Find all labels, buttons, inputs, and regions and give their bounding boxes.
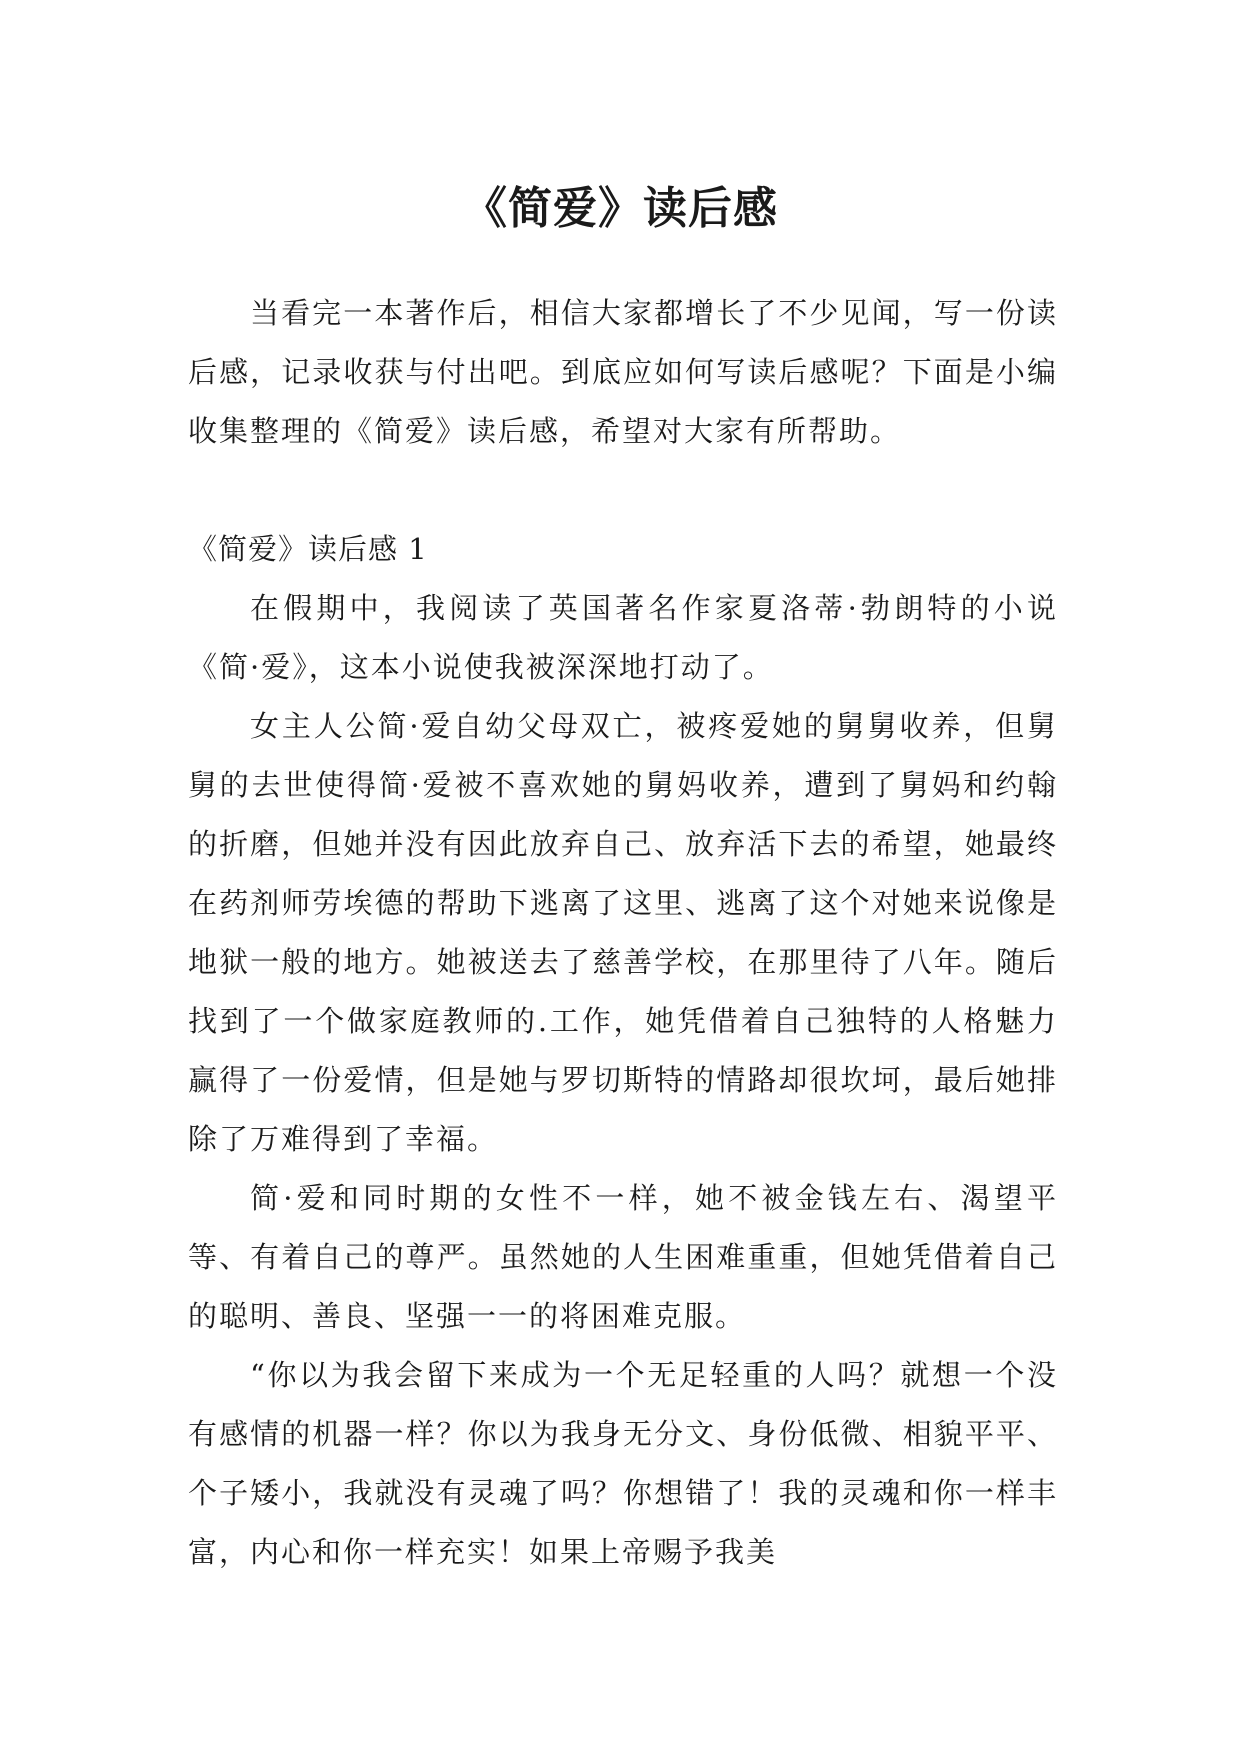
body-paragraph: “你以为我会留下来成为一个无足轻重的人吗？就想一个没有感情的机器一样？你以为我身无分文、身份低微、相貌平平、个子矮小，我就没有灵魂了吗？你想错了！我的灵魂和你一样丰富，内心和你一样充实！如果上帝赐予我美 <box>188 1358 1058 1569</box>
body-paragraph: 在假期中，我阅读了英国著名作家夏洛蒂·勃朗特的小说《简·爱》，这本小说使我被深深地打动了。 <box>188 591 1058 684</box>
section-heading: 《简爱》读后感 1 <box>188 532 428 566</box>
body-paragraph: 简·爱和同时期的女性不一样，她不被金钱左右、渴望平等、有着自己的尊严。虽然她的人生困难重重，但她凭借着自己的聪明、善良、坚强一一的将困难克服。 <box>188 1181 1058 1333</box>
body-paragraph: 女主人公简·爱自幼父母双亡，被疼爱她的舅舅收养，但舅舅的去世使得简·爱被不喜欢她的舅妈收养，遭到了舅妈和约翰的折磨，但她并没有因此放弃自己、放弃活下去的希望，她最终在药剂师劳埃德的帮助下逃离了这里、逃离了这个对她来说像是地狱一般的地方。她被送去了慈善学校，在那里待了八年。随后找到了一个做家庭教师的.工作，她凭借着自己独特的人格魅力赢得了一份爱情，但是她与罗切斯特的情路却很坎坷，最后她排除了万难得到了幸福。 <box>188 709 1058 1156</box>
essay-section-1 <box>188 520 1058 1582</box>
intro-paragraph: 当看完一本著作后，相信大家都增长了不少见闻，写一份读后感，记录收获与付出吧。到底应如何写读后感呢？下面是小编收集整理的《简爱》读后感，希望对大家有所帮助。 <box>188 296 1058 448</box>
intro-block <box>188 284 1058 461</box>
document-title: 《简爱》读后感 <box>463 183 778 235</box>
